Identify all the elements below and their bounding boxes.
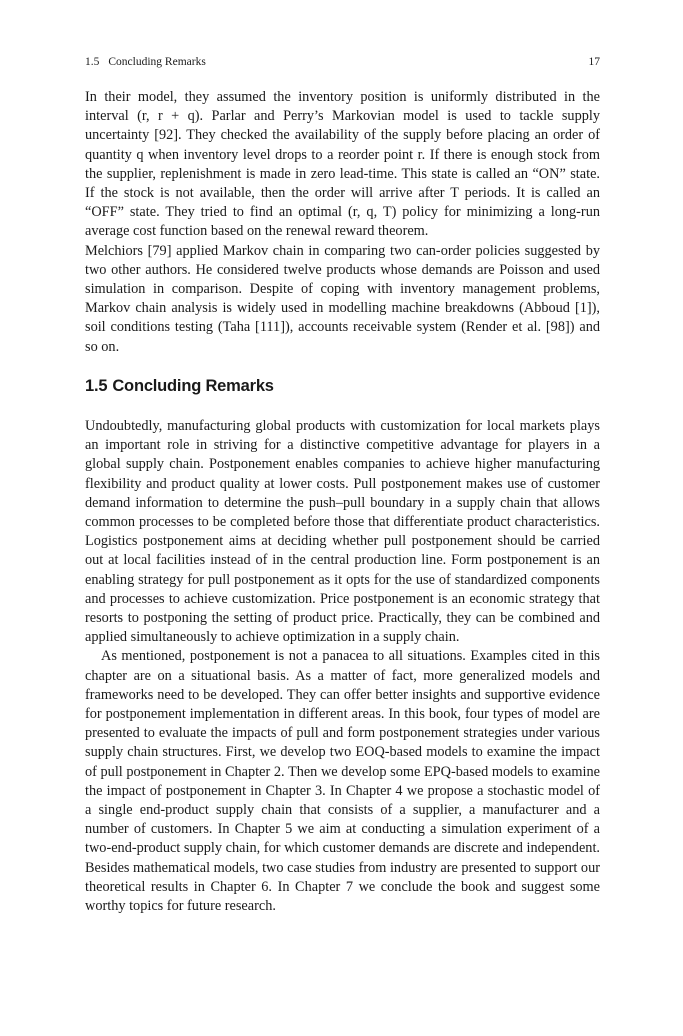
paragraph: Melchiors [79] applied Markov chain in comparing two can-order policies suggested by two other authors. He considered twelve products whose demands are Poisson and used simulation in comparison. Despite of coping with inventory management problems, Markov chain analysis is widely used in modelling machine breakdowns (Abboud [1]), soil conditions testing (Taha [111]), accounts receivable system (Render et al. [98]) and so on. (85, 242, 600, 355)
text-block-after-section (85, 417, 600, 916)
running-head (85, 54, 600, 70)
paragraph: As mentioned, postponement is not a panacea to all situations. Examples cited in this chapter are on a situational basis. As a matter of fact, more generalized models and frameworks need to be developed. They can offer better insights and supportive evidence for postponement implementation in different areas. In this book, four types of model are presented to evaluate the impacts of pull and form postponement strategies under various supply chain structures. First, we develop two EOQ-based models to examine the impact of pull postponement in Chapter 2. Then we develop some EPQ-based models to examine the impact of postponement in Chapter 3. In Chapter 4 we propose a stochastic model of a single end-product supply chain that consists of a supplier, a manufacturer and a number of customers. In Chapter 5 we aim at conducting a simulation experiment of a two-end-product supply chain, for which customer demands are discrete and independent. Besides mathematical models, two case studies from industry are presented to support our theoretical results in Chapter 6. In Chapter 7 we conclude the book and suggest some worthy topics for future research. (85, 648, 600, 915)
section-heading (85, 375, 274, 397)
page-number: 17 (588, 56, 600, 68)
section-heading-title: Concluding Remarks (112, 377, 274, 395)
paragraph: Undoubtedly, manufacturing global products with customization for local markets plays an important role in striving for a distinctive competitive advantage for players in a global supply chain. Postponement enables companies to achieve higher manufacturing flexibility and product quality at lower costs. Pull postponement makes use of customer demand information to determine the push–pull boundary in a supply chain that allows common processes to be completed before those that differentiate product characteristics. Logistics postponement aims at deciding whether pull postponement should be carried out at local facilities instead of in the central production line. Form postponement is an enabling strategy for pull postponement as it opts for the use of standardized components and processes to achieve customization. Price postponement is an economic strategy that resorts to postponing the setting of product price. Practically, they can be combined and applied simultaneously to achieve optimization in a supply chain. (85, 418, 600, 646)
paragraph: In their model, they assumed the inventory position is uniformly distributed in the interval (r, r + q). Parlar and Perry’s Markovian model is used to tackle supply uncertainty [92]. They checked the availability of the supply before placing an order of quantity q when inventory level drops to a reorder point r. If there is enough stock from the supplier, replenishment is made in zero lead-time. This state is called an “ON” state. If the stock is not available, then the order will arrive after T periods. It is called an “OFF” state. They tried to find an optimal (r, q, T) policy for minimizing a long-run average cost function based on the renewal reward theorem. (85, 89, 600, 240)
running-head-section-title: Concluding Remarks (108, 56, 206, 68)
section-heading-number: 1.5 (85, 377, 108, 395)
text-block-before-section (85, 88, 600, 357)
running-head-section-number: 1.5 (85, 56, 100, 68)
